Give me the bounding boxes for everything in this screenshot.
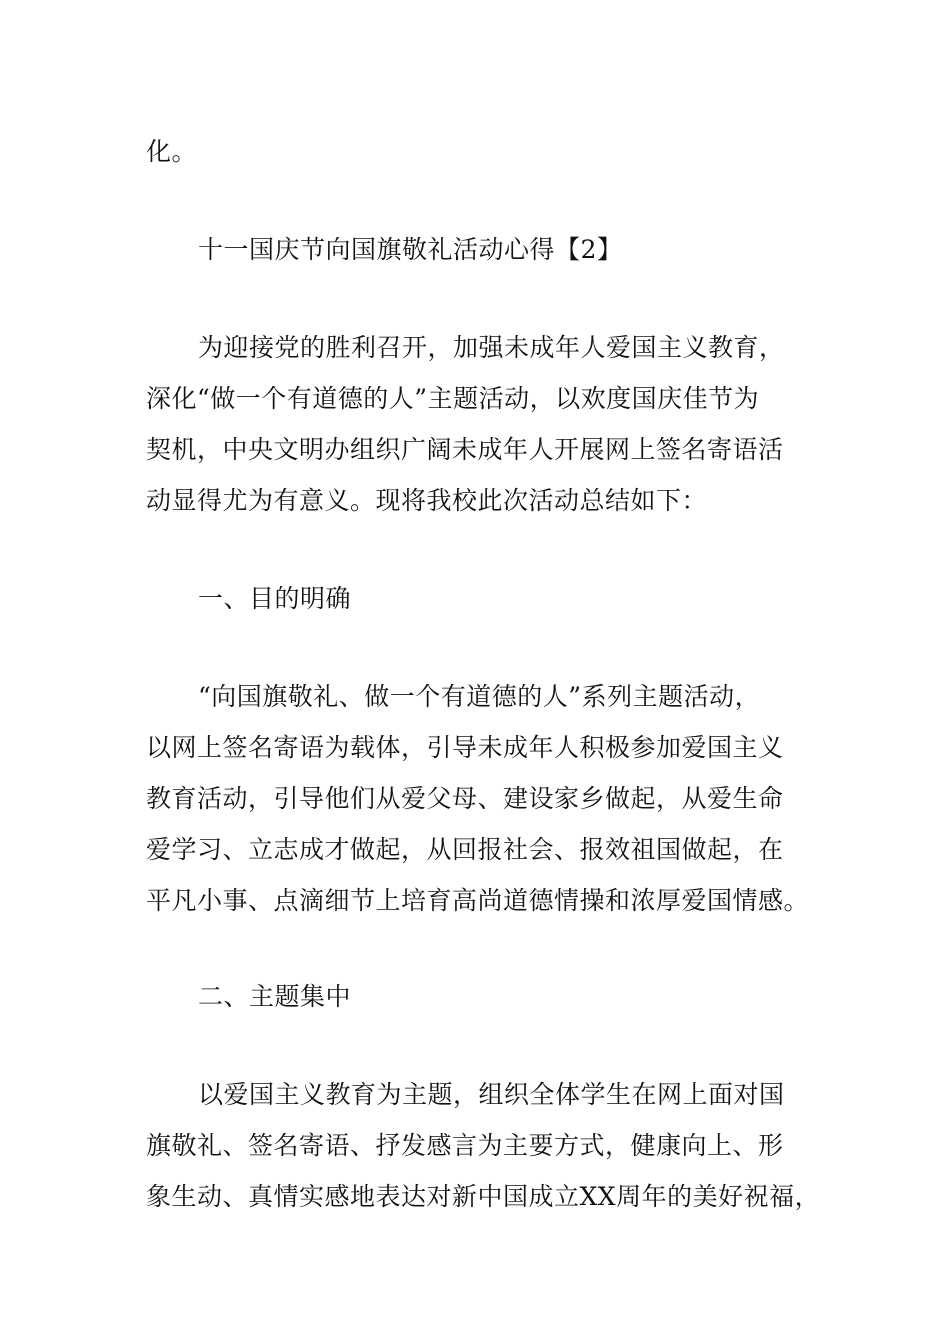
- text-line: 以网上签名寄语为载体，引导未成年人积极参加爱国主义: [146, 733, 784, 762]
- paragraph-1: [146, 671, 826, 926]
- section-title: [146, 224, 826, 275]
- continuation-text: [146, 126, 826, 177]
- heading-2: [146, 971, 826, 1022]
- text-line: 象生动、真情实感地表达对新中国成立XX周年的美好祝福，: [146, 1182, 821, 1211]
- text-line: 为迎接党的胜利召开，加强未成年人爱国主义教育，: [198, 333, 785, 362]
- text-line: 化。: [146, 137, 198, 166]
- text-line: 契机，中央文明办组织广阔未成年人开展网上签名寄语活: [146, 435, 784, 464]
- paragraph-2: [146, 1069, 826, 1222]
- text-line: “向国旗敬礼、做一个有道德的人”系列主题活动，: [198, 682, 761, 711]
- text-line: 深化“做一个有道德的人”主题活动，以欢度国庆佳节为: [146, 384, 760, 413]
- heading-text: 一、目的明确: [198, 584, 352, 613]
- text-line: 以爱国主义教育为主题，组织全体学生在网上面对国: [198, 1080, 785, 1109]
- heading-1: [146, 573, 826, 624]
- intro-paragraph: [146, 322, 826, 526]
- text-line: 动显得尤为有意义。现将我校此次活动总结如下：: [146, 486, 708, 515]
- text-line: 平凡小事、点滴细节上培育高尚道德情操和浓厚爱国情感。: [146, 886, 810, 915]
- text-line: 教育活动，引导他们从爱父母、建设家乡做起，从爱生命: [146, 784, 784, 813]
- text-line: 旗敬礼、签名寄语、抒发感言为主要方式，健康向上、形: [146, 1131, 784, 1160]
- text-line: 爱学习、立志成才做起，从回报社会、报效祖国做起，在: [146, 835, 784, 864]
- section-title-text: 十一国庆节向国旗敬礼活动心得【2】: [198, 235, 623, 264]
- heading-text: 二、主题集中: [198, 982, 352, 1011]
